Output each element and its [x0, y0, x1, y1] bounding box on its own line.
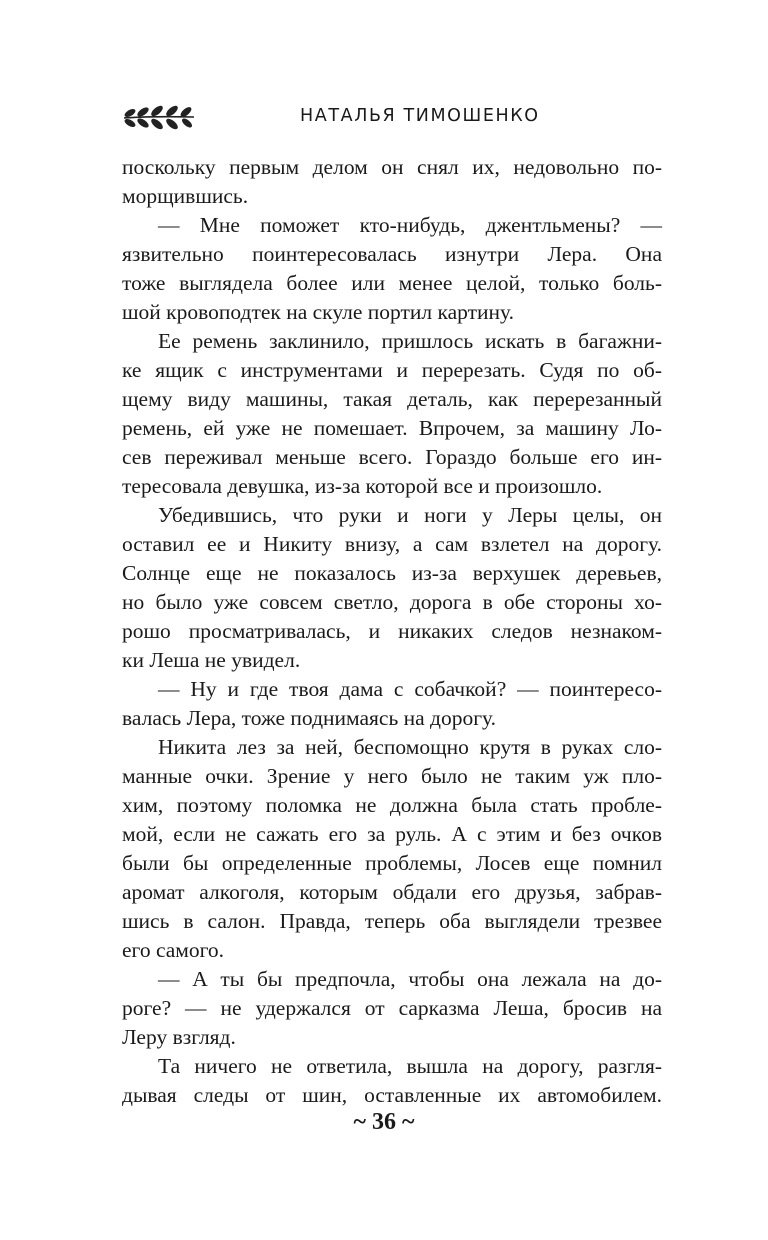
text-line: Солнце еще не показалось из-за верхушек деревьев, [122, 561, 662, 585]
leaf-branch-icon [122, 102, 196, 132]
text-line: Ее ремень заклинило, пришлось искать в багажни- [158, 329, 662, 353]
text-line: морщившись. [122, 184, 249, 208]
text-line: ки Леша не увидел. [122, 648, 301, 672]
text-line: Убедившись, что руки и ноги у Леры целы, он [158, 503, 662, 527]
text-line: шой кровоподтек на скуле портил картину. [122, 300, 515, 324]
text-line: дывая следы от шин, оставленные их автомобилем. [122, 1083, 662, 1107]
text-line: аромат алкоголя, которым обдали его друзья, забрав- [122, 880, 662, 904]
text-line: — А ты бы предпочла, чтобы она лежала на до- [158, 967, 662, 991]
text-line: тересовала девушка, из-за которой все и произошло. [122, 474, 603, 498]
text-line: — Мне поможет кто-нибудь, джентльмены? — [158, 213, 662, 237]
text-line: оставил ее и Никиту внизу, а сам взлетел на дорогу. [122, 532, 662, 556]
text-line: были бы определенные проблемы, Лосев еще помнил [122, 851, 662, 875]
text-line: валась Лера, тоже поднимаясь на дорогу. [122, 706, 497, 730]
author-name: НАТАЛЬЯ ТИМОШЕНКО [300, 106, 540, 126]
text-line: рошо просматривалась, и никаких следов незнаком- [122, 619, 662, 643]
text-line: поскольку первым делом он снял их, недовольно по- [122, 155, 662, 179]
text-line: но было уже совсем светло, дорога в обе стороны хо- [122, 590, 662, 614]
body-text [122, 153, 662, 1110]
text-line: язвительно поинтересовалась изнутри Лера. Она [122, 242, 662, 266]
text-line: — Ну и где твоя дама с собачкой? — поинтересо- [158, 677, 662, 701]
text-line: шись в салон. Правда, теперь оба выглядели трезвее [122, 909, 662, 933]
text-line: Та ничего не ответила, вышла на дорогу, разгля- [158, 1054, 662, 1078]
text-line: тоже выглядела более или менее целой, только боль- [122, 271, 662, 295]
text-line: сев переживал меньше всего. Гораздо больше его ин- [122, 445, 662, 469]
text-line: манные очки. Зрение у него было не таким уж пло- [122, 764, 662, 788]
running-head [122, 96, 662, 140]
text-line: мой, если не сажать его за руль. А с этим и без очков [122, 822, 662, 846]
text-line: хим, поэтому поломка не должна была стать пробле- [122, 793, 662, 817]
text-line: Леру взгляд. [122, 1025, 236, 1049]
text-line: роге? — не удержался от сарказма Леша, бросив на [122, 996, 662, 1020]
text-line: Никита лез за ней, беспомощно крутя в руках сло- [158, 735, 662, 759]
text-line: его самого. [122, 938, 225, 962]
page-number: ~ 36 ~ [353, 1109, 415, 1135]
text-line: ке ящик с инструментами и перерезать. Судя по об- [122, 358, 662, 382]
text-line: щему виду машины, такая деталь, как перерезанный [122, 387, 662, 411]
text-line: ремень, ей уже не помешает. Впрочем, за машину Ло- [122, 416, 662, 440]
